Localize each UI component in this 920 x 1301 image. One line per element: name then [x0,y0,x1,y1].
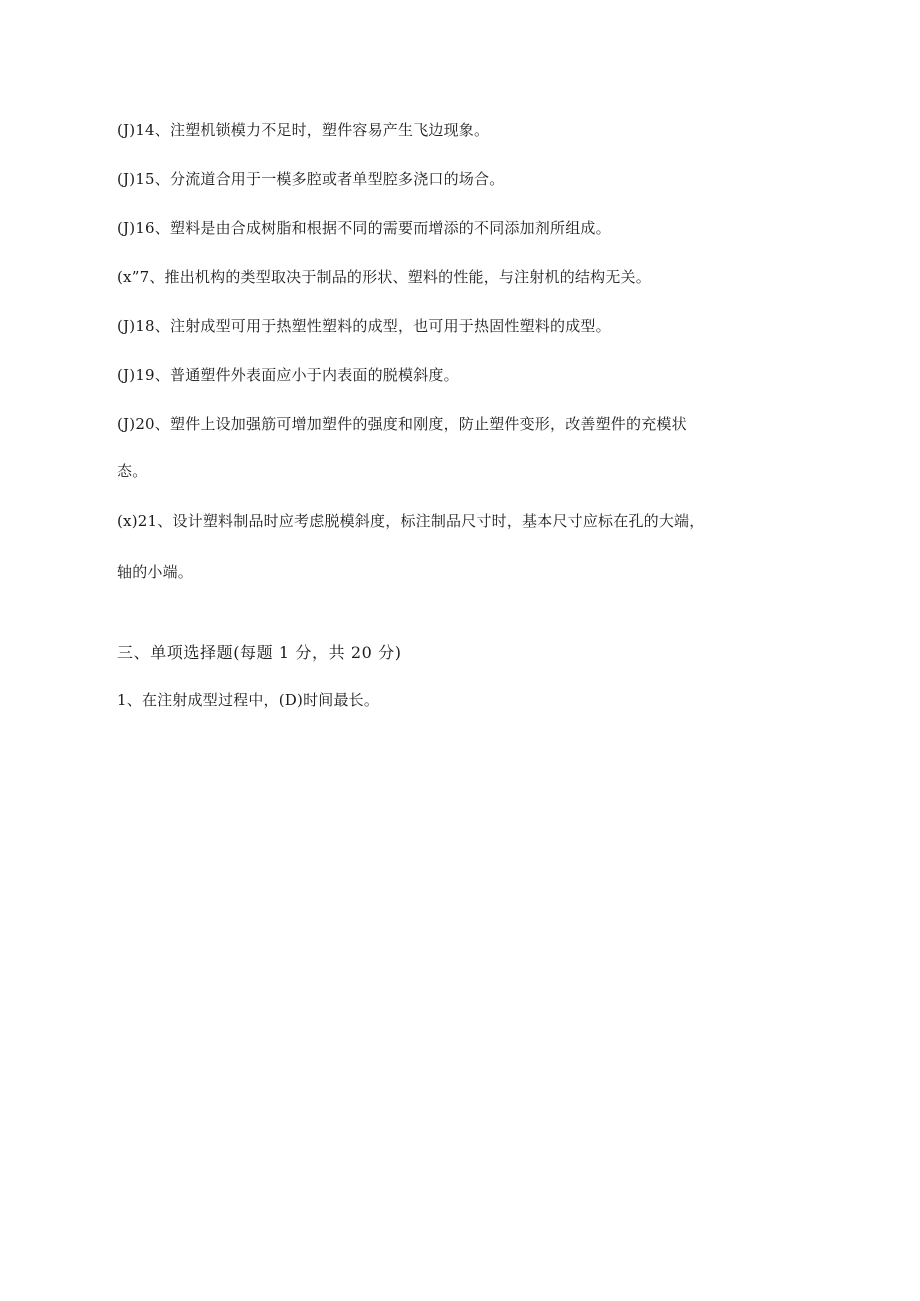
judgement-item-14: (J)14、注塑机锁模力不足时，塑件容易产生飞边现象。 [117,121,490,139]
judgement-item-21: (x)21、设计塑料制品时应考虑脱模斜度，标注制品尺寸时，基本尺寸应标在孔的大端， [117,512,705,530]
judgement-item-15: (J)15、分流道合用于一模多腔或者单型腔多浇口的场合。 [117,170,505,188]
judgement-item-20-continuation: 态。 [117,462,148,480]
judgement-item-16: (J)16、塑料是由合成树脂和根据不同的需要而增添的不同添加剂所组成。 [117,219,611,237]
choice-item-1: 1、在注射成型过程中，(D)时间最长。 [117,691,380,709]
judgement-item-21-continuation: 轴的小端。 [117,563,194,581]
judgement-item-17: (x”7、推出机构的类型取决于制品的形状、塑料的性能，与注射机的结构无关。 [117,268,651,286]
judgement-item-18: (J)18、注射成型可用于热塑性塑料的成型，也可用于热固性塑料的成型。 [117,317,611,335]
judgement-item-20: (J)20、塑件上设加强筋可增加塑件的强度和刚度，防止塑件变形，改善塑件的充模状 [117,415,687,433]
section-heading: 三、单项选择题(每题 1 分，共 20 分) [117,643,402,662]
judgement-item-19: (J)19、普通塑件外表面应小于内表面的脱模斜度。 [117,366,459,384]
